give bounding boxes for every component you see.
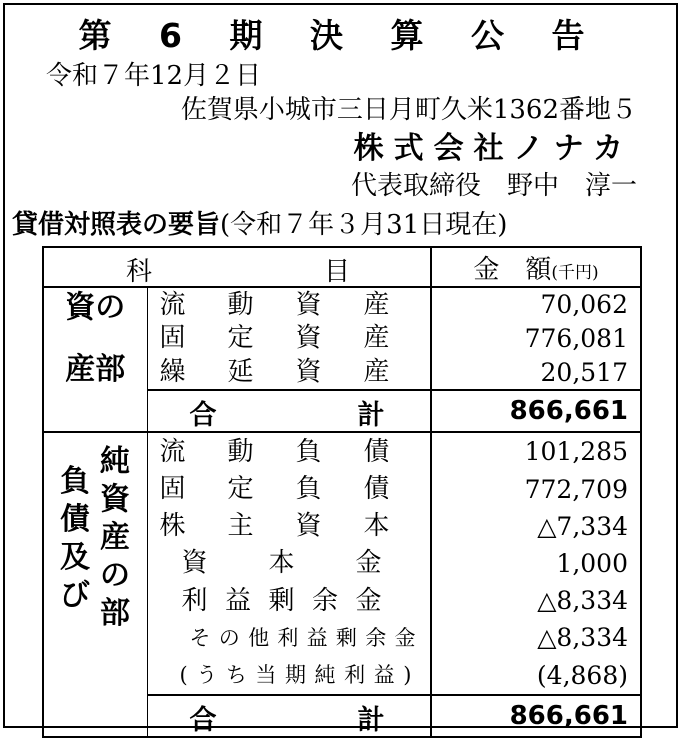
liability-item-label: [147, 432, 431, 470]
assets-total-label-left: 合: [189, 400, 217, 431]
liability-item-1-label: 固 定 負 債: [159, 474, 390, 504]
liability-item-2-label: 株 主 資 本: [159, 511, 390, 542]
liabilities-section-label: [43, 432, 147, 695]
table-row: [43, 287, 641, 322]
balance-sheet-heading-date: (令和７年３月31日現在): [220, 210, 508, 240]
assets-total-label-right: 計: [357, 400, 385, 431]
header-kingaku-label: 金 額: [473, 254, 552, 285]
liabilities-label-right: 純 資 産 の 部: [100, 444, 130, 631]
liability-item-3-value: 1,000: [431, 545, 641, 582]
representative: 代表取締役 野中 淳一: [350, 171, 637, 201]
asset-item-1-label: 固 定 資 産: [159, 323, 390, 354]
header-kamoku-left: 科: [126, 257, 153, 287]
liability-item-label: [147, 582, 431, 619]
table-header-row: [43, 247, 641, 287]
liability-item-6-label: ( う ち 当 期 純 利 益 ): [179, 663, 412, 688]
notice-date: 令和７年12月２日: [46, 61, 262, 91]
liability-item-label: [147, 470, 431, 507]
liability-item-1-value: 772,709: [431, 470, 641, 507]
balance-sheet-heading: [12, 208, 507, 242]
balance-sheet-heading-main: 貸借対照表の要旨: [12, 210, 221, 240]
asset-item-label: [147, 287, 431, 322]
liabilities-label-left: 負 債 及 び: [60, 464, 90, 613]
header-unit: (千円): [551, 262, 599, 283]
asset-item-0-label: 流 動 資 産: [159, 289, 390, 320]
asset-item-label: [147, 322, 431, 356]
header-kamoku: [43, 247, 431, 287]
assets-total-label: [147, 390, 431, 432]
liability-item-5-label: そ の 他 利 益 剰 余 金: [189, 625, 416, 650]
asset-item-0-value: 70,062: [431, 287, 641, 322]
assets-total-spacer: [43, 390, 147, 432]
company-name: 株式会社ノナカ: [353, 131, 633, 166]
company-address: 佐賀県小城市三日月町久米1362番地５: [180, 95, 637, 125]
liability-item-label: [147, 508, 431, 545]
liabilities-total-label-right: 計: [357, 705, 385, 736]
notice-title: 第 6 期 決 算 公 告: [78, 16, 603, 55]
asset-item-2-label: 繰 延 資 産: [159, 357, 390, 388]
liability-item-label: [147, 619, 431, 656]
header-kingaku: [431, 247, 641, 287]
liability-item-0-value: 101,285: [431, 432, 641, 470]
asset-item-2-value: 20,517: [431, 355, 641, 390]
assets-total-value: 866,661: [431, 390, 641, 432]
liabilities-total-label-left: 合: [189, 705, 217, 736]
table-row: [43, 432, 641, 470]
asset-item-1-value: 776,081: [431, 322, 641, 356]
liabilities-total-value: 866,661: [431, 695, 641, 737]
liability-item-0-label: 流 動 負 債: [159, 436, 390, 467]
liability-item-6-value: (4,868): [431, 657, 641, 695]
assets-section-label: [43, 287, 147, 390]
assets-label-bottom: 産部: [65, 352, 126, 387]
liability-item-4-label: 利 益 剰 余 金: [181, 585, 382, 616]
liability-item-label: [147, 657, 431, 695]
liability-item-5-value: △8,334: [431, 619, 641, 656]
asset-item-label: [147, 355, 431, 390]
liability-item-label: [147, 545, 431, 582]
assets-total-row: [43, 390, 641, 432]
balance-sheet-table: [42, 246, 642, 738]
liability-item-2-value: △7,334: [431, 508, 641, 545]
liability-item-4-value: △8,334: [431, 582, 641, 619]
header-kamoku-right: 目: [324, 257, 351, 287]
assets-label-top: 資の: [65, 290, 126, 325]
liability-item-3-label: 資 本 金: [181, 548, 382, 579]
